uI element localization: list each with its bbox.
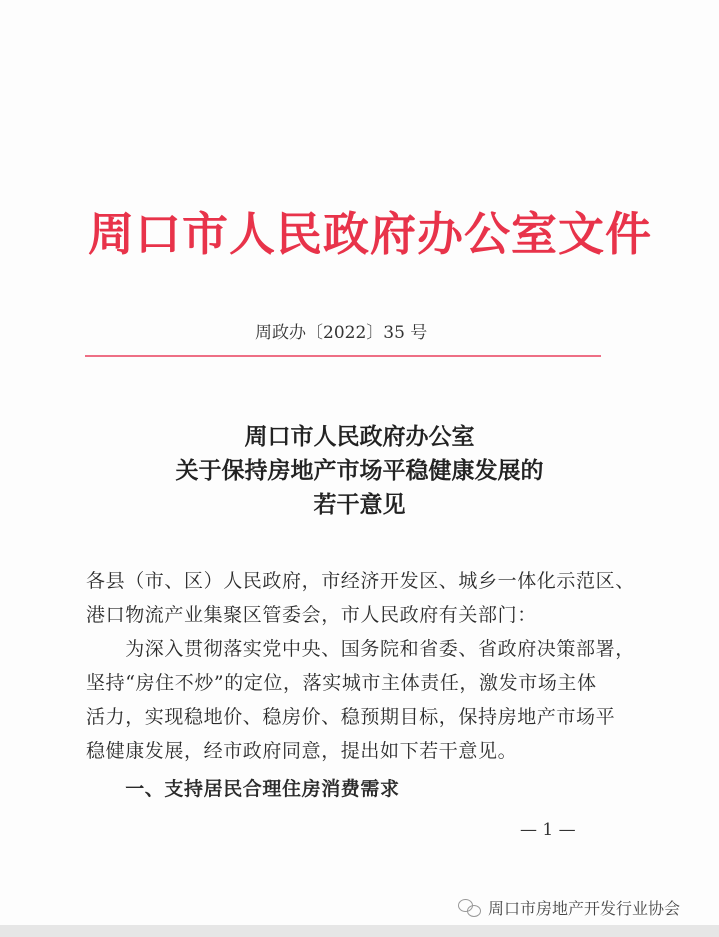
body-line: 港口物流产业集聚区管委会，市人民政府有关部门： xyxy=(86,604,537,626)
body-line: 坚持“房住不炒”的定位，落实城市主体责任，激发市场主体 xyxy=(86,672,597,694)
body-line: 为深入贯彻落实党中央、国务院和省委、省政府决策部署， xyxy=(86,638,635,660)
doc-title-line-3: 若干意见 xyxy=(313,491,406,518)
doc-title-line-2: 关于保持房地产市场平稳健康发展的 xyxy=(175,457,544,484)
watermark xyxy=(458,896,680,919)
section-heading: 一、支持居民合理住房消费需求 xyxy=(86,778,400,800)
watermark-label: 周口市房地产开发行业协会 xyxy=(488,899,681,918)
wechat-icon xyxy=(458,899,482,917)
page-number: — 1 — xyxy=(520,820,576,840)
body-line: 活力，实现稳地价、稳房价、稳预期目标，保持房地产市场平 xyxy=(86,706,616,728)
document-header-title: 周口市人民政府办公室文件 xyxy=(88,207,652,261)
doc-title-line-1: 周口市人民政府办公室 xyxy=(244,423,475,450)
header-divider xyxy=(85,355,601,357)
body-line: 各县（市、区）人民政府，市经济开发区、城乡一体化示范区、 xyxy=(86,570,635,592)
body-line: 稳健康发展，经市政府同意，提出如下若干意见。 xyxy=(86,740,518,762)
document-number: 周政办〔2022〕35 号 xyxy=(255,323,428,343)
